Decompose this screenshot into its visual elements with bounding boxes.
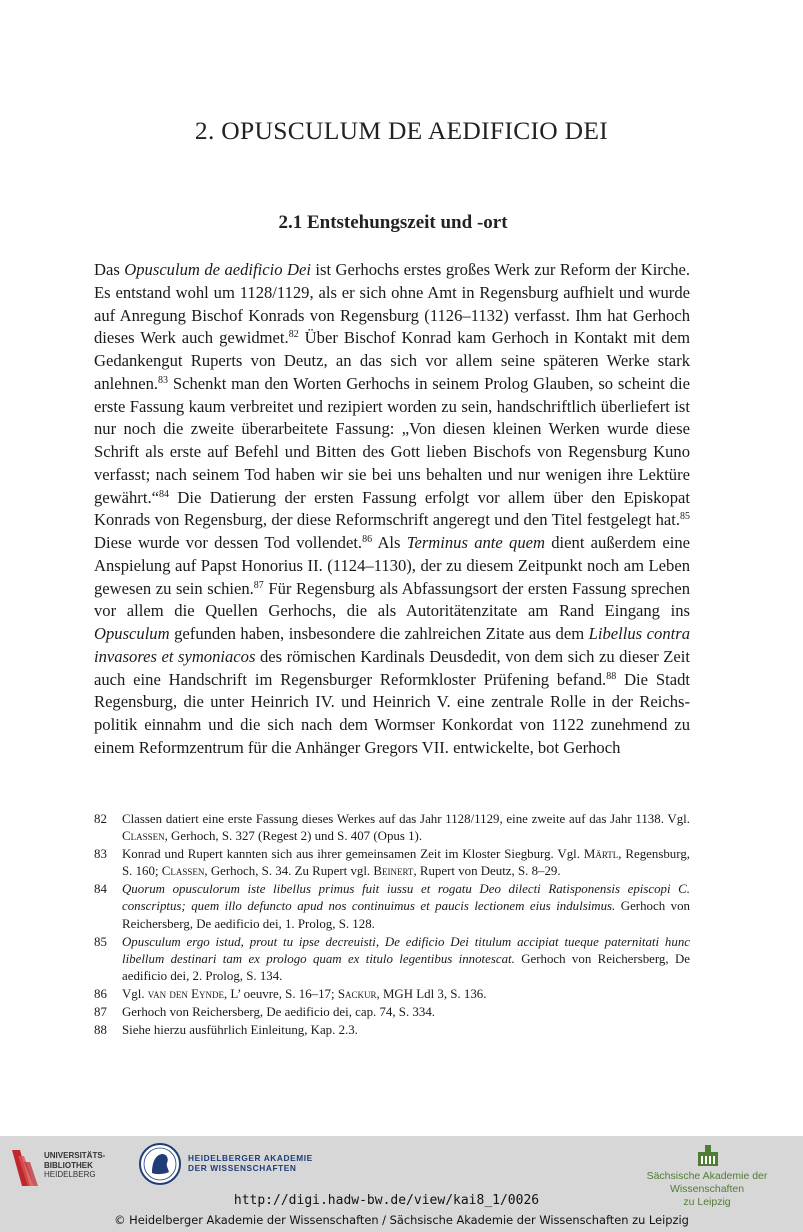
section-title: 2.1 Entstehungszeit und -ort xyxy=(278,212,508,233)
copyright-notice: © Heidelberger Akademie der Wissenschaften / Sächsische Akademie der Wissenschaften zu Leipzig xyxy=(114,1213,689,1227)
university-library-logo-icon[interactable] xyxy=(8,1146,42,1190)
footnote-ref[interactable]: 83 xyxy=(158,374,169,386)
university-library-name: UNIVERSITÄTS- BIBLIOTHEK HEIDELBERG xyxy=(44,1151,106,1179)
academy-seal-icon[interactable] xyxy=(138,1141,182,1187)
footnote-ref[interactable]: 87 xyxy=(253,579,264,591)
footnotes xyxy=(94,811,690,1039)
footnote-82: 82 Classen datiert eine erste Fassung dieses Werkes auf das Jahr 1128/1129, eine zweite auf das Jahr 1138. Vgl. Classen, Gerhoch, S. 327 (Regest 2) und S. 407 (Opus 1). xyxy=(94,812,690,844)
footnote-ref[interactable]: 85 xyxy=(680,511,690,523)
footnote-88: 88 Siehe hierzu ausführlich Einleitung, Kap. 2.3. xyxy=(94,1022,358,1037)
saxon-academy-name: Sächsische Akademie der Wissenschaften zu Leipzig xyxy=(646,1170,768,1208)
source-url-link[interactable]: http://digi.hadw-bw.de/view/kai8_1/0026 xyxy=(233,1193,540,1208)
footnote-85: 85 Opusculum ergo istud, prout tu ipse decreuisti, De edificio Dei titulum accipiat tueque paternitati hunc libellum destinari tam ex prologo quam ex titulo legentibus innotescat. Gerhoch von Reichersberg, De aedificio dei, 2. Prolog, S. 134. xyxy=(94,934,690,984)
chapter-title: 2. OPUSCULUM DE AEDIFICIO DEI xyxy=(194,116,609,145)
body-paragraph: Das Opusculum de aedificio Dei ist Gerhochs erstes großes Werk zur Reform der Kirche. Es entstand wohl um 1128/1129, als er sich ohne Amt in Regensburg aufhielt und wurde auf Anregung Bischof Konrads von Regensburg (1126–1132) verfasst. Ihm hat Gerhoch dieses Werk auch gewidmet.$^{82}$ Über Bischof Konrad kam Gerhoch in Kontakt mit dem Gedankengut Ruperts von Deutz, an das sich vor allem seine späteren Werke stark anlehnen.$^{83}$ Schenkt man den Worten Gerhochs in seinem Prolog Glauben, so scheint die erste Fassung kaum verbreitet und rezipiert worden zu sein, handschriftlich überliefert ist nur noch die zweite überarbeitete Fassung: „Von diesen kleinen Werken wurde diese Schrift als erste auf Befehl und Bitten des Gott lieben Bischofs von Regensburg Kuno verfasst; nach seinem Tod haben wir sie bei uns behalten und nur wenigen ihre Lektüre gewährt.“$^{84}$ Die Datierung der ersten Fassung erfolgt vor allem über den Episkopat Konrads von Regensburg, der diese Reformschrift angeregt und den Titel festgelegt hat.$^{85}$ Diese wurde vor dessen Tod vollendet.$^{86}$ Als Terminus ante quem dient außerdem eine Anspielung auf Papst Honorius II. (1124–1130), der zu diesem Zeitpunkt noch am Leben gewesen zu sein schien.$^{87}$ Für Regensburg als Abfassungsort der ersten Fassung sprechen vor allem die Quellen Gerhochs, die als Autoritätenzitate am Rand Eingang ins Opusculum gefunden haben, insbesondere die zahlreichen Zitate aus dem Libellus contra invasores et symoniacos des römischen Kardinals Deusdedit, von dem sich zu dieser Zeit auch eine Handschrift im Regensburger Reformkloster Prüfening befand.$^{88}$ Die Stadt Regensburg, die unter Heinrich IV. und Heinrich V. eine zentrale Rolle in der Reichspolitik einnahm und die sich nach dem Wormser Konkordat von 1122 zunehmend zu einem Reformzentrum für die Anhänger Gregors VII. entwickelte, bot Gerhoch xyxy=(94,260,691,757)
footnote-83: 83 Konrad und Rupert kannten sich aus ihrer gemeinsamen Zeit im Kloster Siegburg. Vgl. Märtl, Regensburg, S. 160; Classen, Gerhoch, S. 34. Zu Rupert vgl. Beinert, Rupert von Deutz, S. 8–29. xyxy=(94,847,690,879)
saxon-academy-logo-icon[interactable] xyxy=(697,1144,719,1168)
footnote-86: 86 Vgl. van den Eynde, L’ oeuvre, S. 16–17; Sackur, MGH Ldl 3, S. 136. xyxy=(94,986,487,1001)
work-title: Opusculum de aedificio Dei xyxy=(124,260,311,279)
footer-bar xyxy=(0,1136,803,1232)
footnote-ref[interactable]: 82 xyxy=(288,329,299,341)
footnote-ref[interactable]: 88 xyxy=(606,670,617,682)
academy-name: HEIDELBERGER AKADEMIE DER WISSENSCHAFTEN xyxy=(188,1153,313,1173)
footnote-84: 84 Quorum opusculorum iste libellus primus fuit iussu et rogatu Deo dilecti Ratisponensis episcopi C. conscriptus; quem illo defuncto apud nos continuimus et paucis lectionem eius indulsimus. Gerhoch von Reichersberg, De aedificio dei, 1. Prolog, S. 128. xyxy=(94,882,690,931)
footnote-ref[interactable]: 86 xyxy=(362,534,373,545)
footnote-ref[interactable]: 84 xyxy=(158,488,169,500)
footnote-87: 87 Gerhoch von Reichersberg, De aedificio dei, cap. 74, S. 334. xyxy=(94,1004,435,1019)
